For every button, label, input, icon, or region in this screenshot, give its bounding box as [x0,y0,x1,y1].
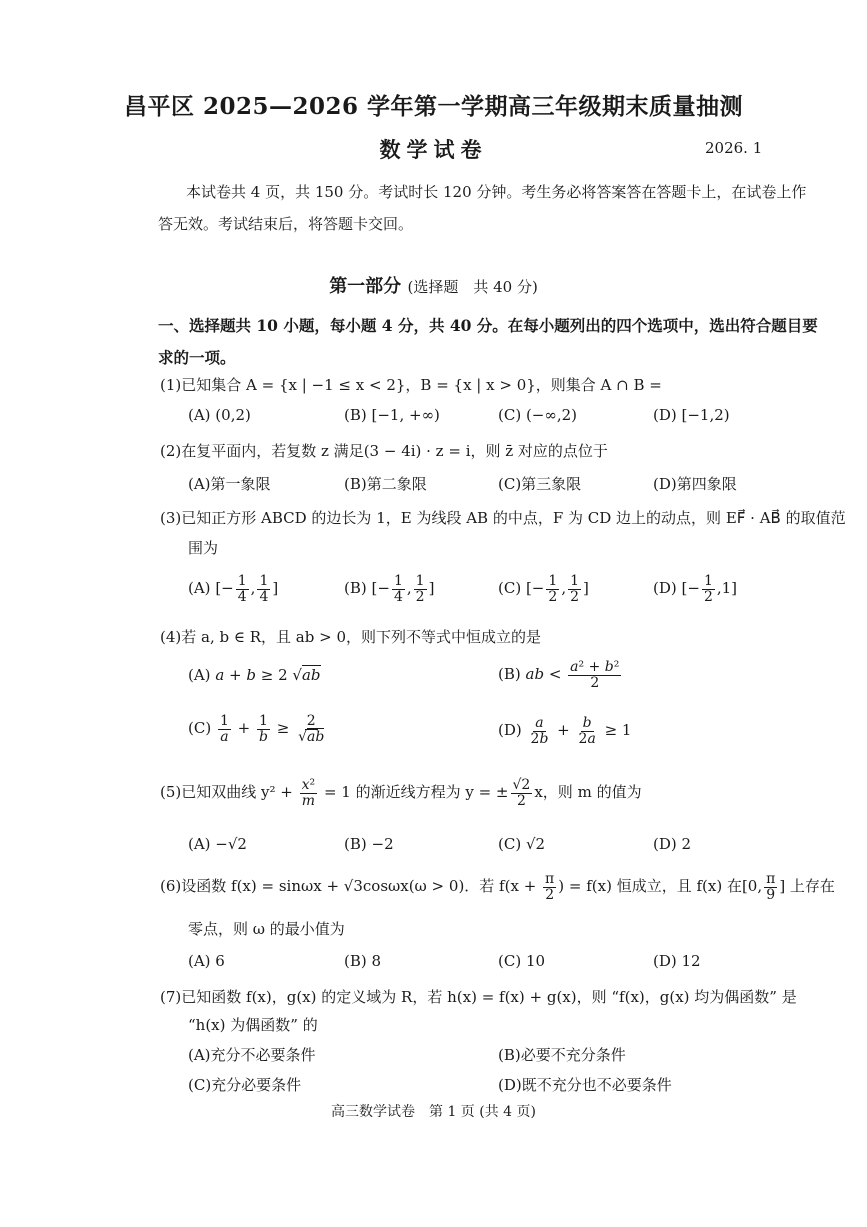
exam-subtitle: 数学试卷 [379,137,488,162]
question-7-stem-cont: “h(x) 为偶函数” 的 [188,1016,318,1034]
question-5-option-b: (B) −2 [344,835,394,853]
question-7-option-c: (C)充分必要条件 [188,1076,302,1094]
question-6-option-d: (D) 12 [653,952,701,970]
question-5-option-d: (D) 2 [653,835,692,853]
question-2-option-b: (B)第二象限 [344,475,427,493]
section-heading: 一、选择题共 10 小题，每小题 4 分，共 40 分。在每小题列出的四个选项中，选出符合题目要求的一项。 [158,316,818,367]
question-6-option-b: (B) 8 [344,952,382,970]
question-6-option-c: (C) 10 [498,952,546,970]
question-4-option-d: (D) $\frac{a}{2b}$ + $\frac{b}{2a}$ ≥ 1 [498,715,632,747]
question-3-option-b: (B) [− $\frac{1}{4}$ , $\frac{1}{2}$ ] [344,573,435,605]
exam-notice: 本试卷共 4 页，共 150 分。考试时长 120 分钟。考生务必将答案答在答题卡上，在试卷上作答无效。考试结束后，将答题卡交回。 [158,183,807,233]
question-4-option-b: (B) ab < $\frac{\text{a² + b²}}{2}$ [498,659,620,691]
question-2-option-a: (A)第一象限 [188,475,271,493]
question-4-option-c: (C) $\frac{1}{a}$ + $\frac{1}{b}$ ≥ $\frac{2}{√ab}$ [188,713,325,745]
question-1-stem: (1)已知集合 A = {x | −1 ≤ x < 2}，B = {x | x > 0}，则集合 A ∩ B = [160,376,662,394]
question-2-option-d: (D)第四象限 [653,475,737,493]
question-3-option-d: (D) [− $\frac{1}{2}$ ,1] [653,573,738,605]
question-6-stem: (6)设函数 f(x) = sinωx + √3cosωx(ω > 0)．若 f(x + $\frac{\pi}{2}$ ) = f(x) 恒成立，且 f(x) 在[0, $\frac{\pi}{9}$ ] 上存在 [160,871,835,903]
question-3-stem-cont: 围为 [188,539,219,557]
question-7-option-b: (B)必要不充分条件 [498,1046,626,1064]
question-4-stem: (4)若 a, b ∈ R，且 ab > 0，则下列不等式中恒成立的是 [160,628,541,646]
question-1-option-c: (C) (−∞,2) [498,406,578,424]
exam-date: 2026. 1 [705,139,763,157]
question-7-stem: (7)已知函数 f(x)，g(x) 的定义域为 R，若 h(x) = f(x) + g(x)，则 “f(x)，g(x) 均为偶函数” 是 [160,988,797,1006]
exam-title: 昌平区 2025—2026 学年第一学期高三年级期末质量抽测 [123,93,744,120]
question-6-stem-cont: 零点，则 ω 的最小值为 [188,920,345,938]
part-heading [0,272,867,298]
question-1-option-b: (B) [−1, +∞) [344,406,440,424]
question-2-stem: (2)在复平面内，若复数 z 满足(3 − 4i) · z = i，则 z̄ 对应的点位于 [160,442,608,460]
question-6-option-a: (A) 6 [188,952,225,970]
question-1-option-d: (D) [−1,2) [653,406,730,424]
question-7-option-d: (D)既不充分也不必要条件 [498,1076,672,1094]
question-7-option-a: (A)充分不必要条件 [188,1046,316,1064]
question-5-stem: (5)已知双曲线 y² + $\frac{\text{x²}}{m}$ = 1 的渐近线方程为 y = ± $\frac{√2}{2}$ x，则 m 的值为 [160,777,642,809]
question-3-option-c: (C) [− $\frac{1}{2}$ , $\frac{1}{2}$ ] [498,573,589,605]
question-3-stem: (3)已知正方形 ABCD 的边长为 1，E 为线段 AB 的中点，F 为 CD 边上的动点，则 EF⃗ · AB⃗ 的取值范 [160,509,846,527]
question-5-option-c: (C) √2 [498,835,546,853]
page-footer: 高三数学试卷 第 1 页 (共 4 页) [331,1104,536,1120]
question-4-option-a: (A) a + b ≥ 2 √ab [188,666,321,684]
question-5-option-a: (A) −√2 [188,835,247,853]
part-note: (选择题 共 40 分) [407,278,538,296]
question-3-option-a: (A) [− $\frac{1}{4}$ , $\frac{1}{4}$ ] [188,573,279,605]
part-title: 第一部分 [329,276,402,297]
question-2-option-c: (C)第三象限 [498,475,582,493]
question-1-option-a: (A) (0,2) [188,406,251,424]
